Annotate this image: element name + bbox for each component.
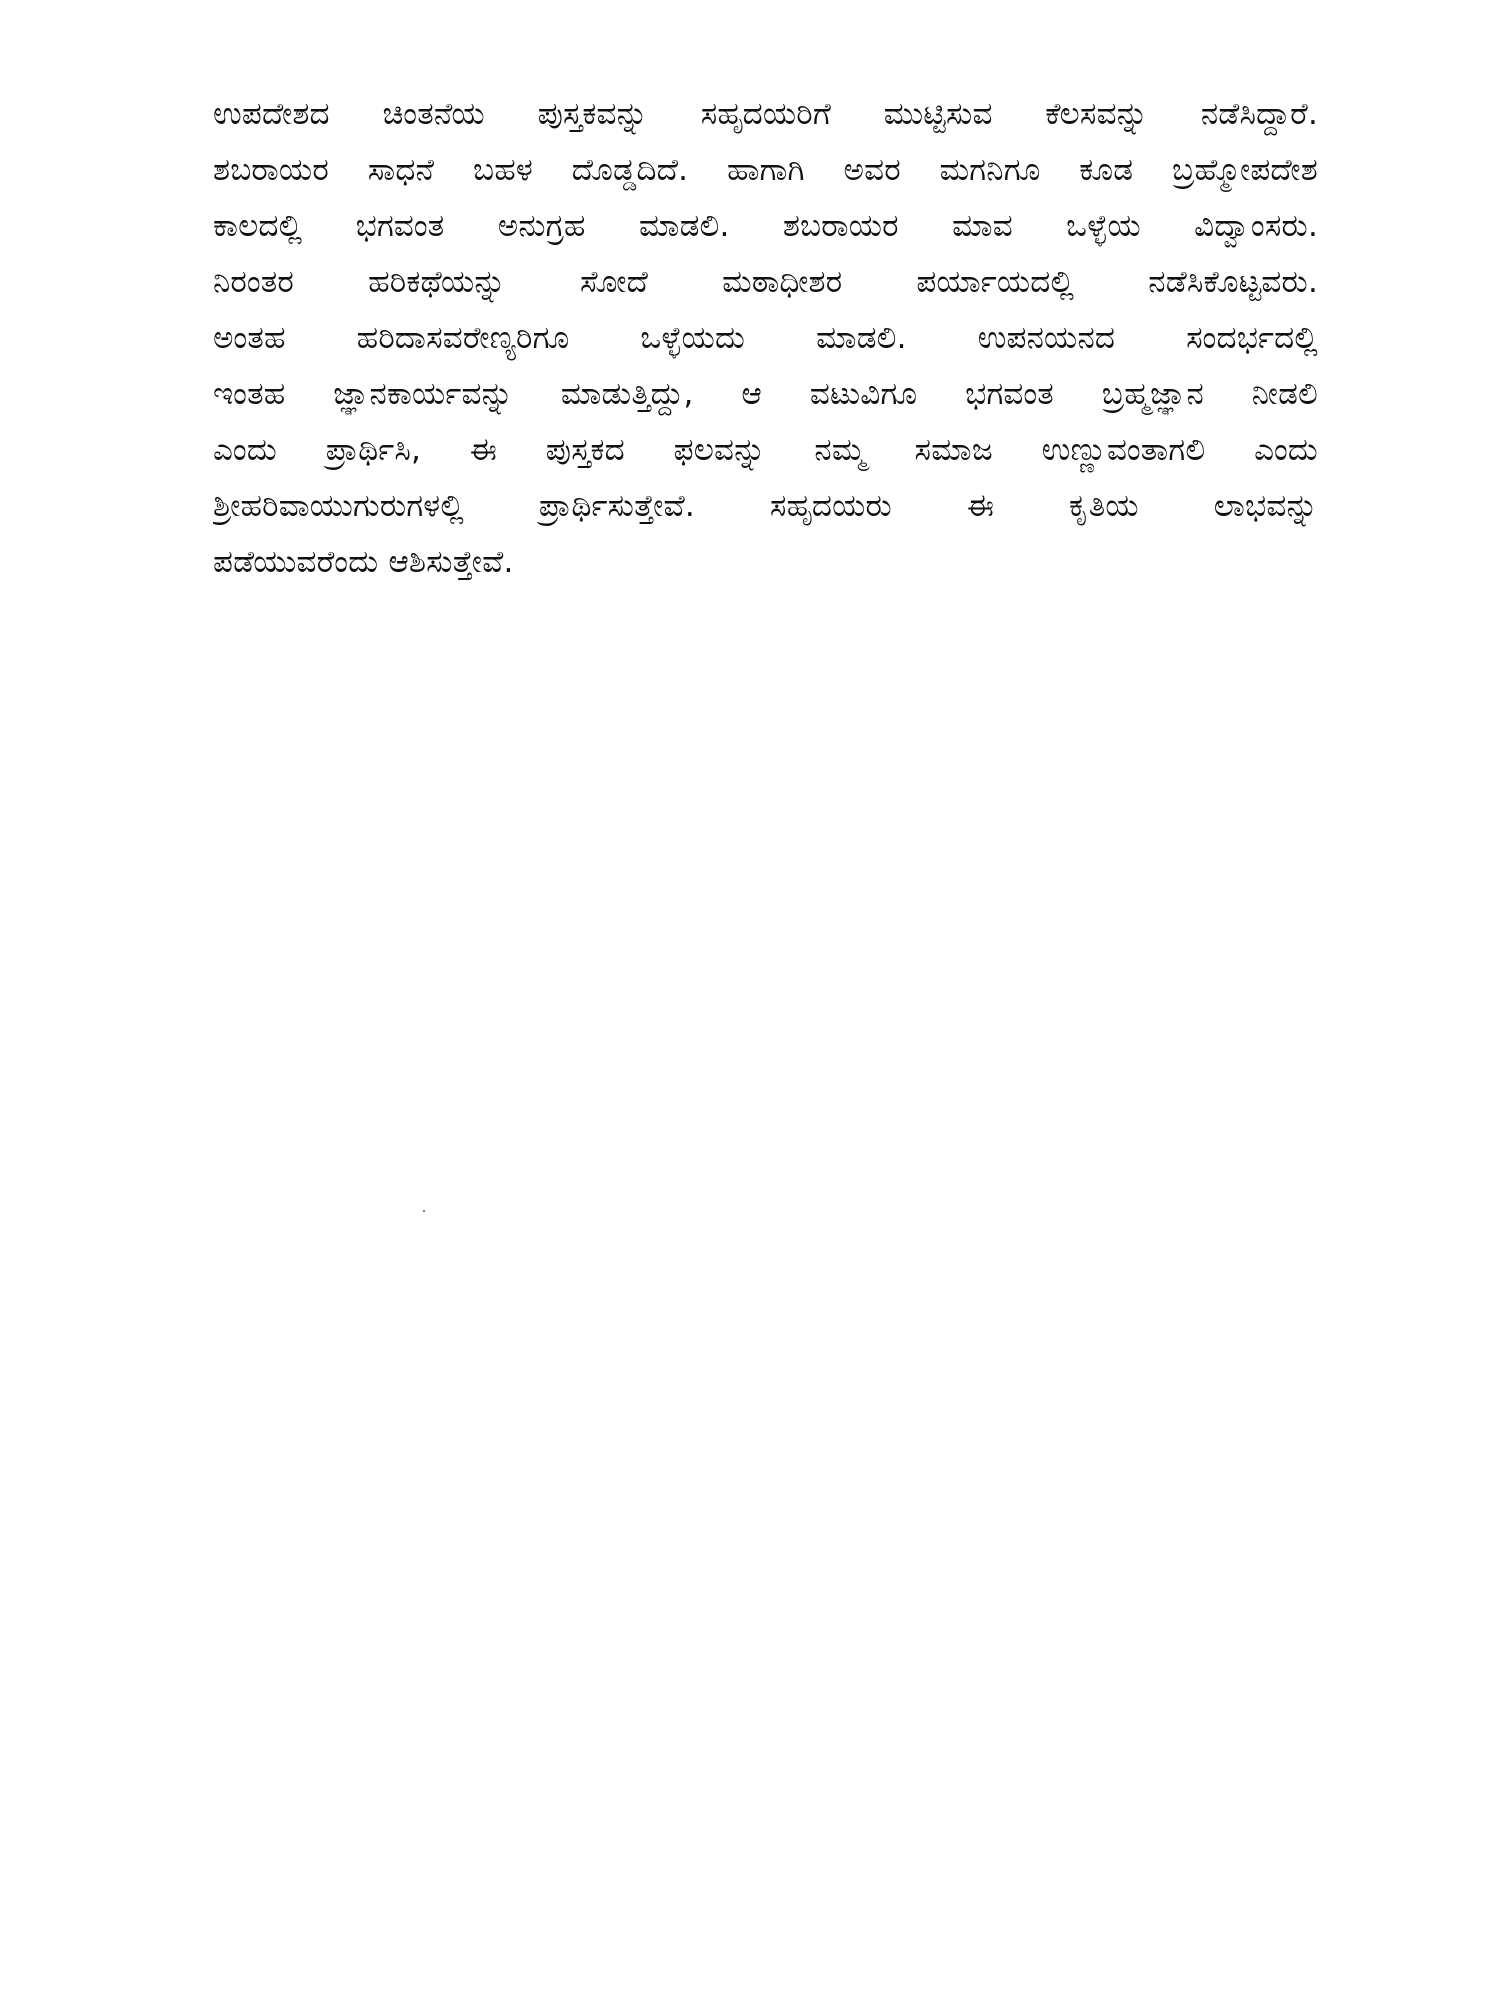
body-paragraph <box>213 86 1318 590</box>
paragraph-line-4: ನಿರಂತರ ಹರಿಕಥೆಯನ್ನು ಸೋದೆ ಮಠಾಧೀಶರ ಪರ್ಯಾಯದಲ್ಲಿ ನಡೆಸಿಕೊಟ್ಟವರು. <box>213 264 1318 300</box>
paragraph-line-6: ಇಂತಹ ಜ್ಞಾನಕಾರ್ಯವನ್ನು ಮಾಡುತ್ತಿದ್ದು, ಆ ವಟುವಿಗೂ ಭಗವಂತ ಬ್ರಹ್ಮಜ್ಞಾನ ನೀಡಲಿ <box>213 376 1318 412</box>
paragraph-line-8: ಶ್ರೀಹರಿವಾಯುಗುರುಗಳಲ್ಲಿ ಪ್ರಾರ್ಥಿಸುತ್ತೇವೆ. ಸಹೃದಯರು ಈ ಕೃತಿಯ ಲಾಭವನ್ನು <box>213 488 1318 524</box>
paragraph-line-5: ಅಂತಹ ಹರಿದಾಸವರೇಣ್ಯರಿಗೂ ಒಳ್ಳೆಯದು ಮಾಡಲಿ. ಉಪನಯನದ ಸಂದರ್ಭದಲ್ಲಿ <box>213 320 1318 356</box>
paragraph-line-1: ಉಪದೇಶದ ಚಿಂತನೆಯ ಪುಸ್ತಕವನ್ನು ಸಹೃದಯರಿಗೆ ಮುಟ್ಟಿಸುವ ಕೆಲಸವನ್ನು ನಡೆಸಿದ್ದಾರೆ. <box>213 96 1318 132</box>
paragraph-line-7: ಎಂದು ಪ್ರಾರ್ಥಿಸಿ, ಈ ಪುಸ್ತಕದ ಫಲವನ್ನು ನಮ್ಮ ಸಮಾಜ ಉಣ್ಣುವಂತಾಗಲಿ ಎಂದು <box>213 432 1318 468</box>
paragraph-line-2: ಶಬರಾಯರ ಸಾಧನೆ ಬಹಳ ದೊಡ್ಡದಿದೆ. ಹಾಗಾಗಿ ಅವರ ಮಗನಿಗೂ ಕೂಡ ಬ್ರಹ್ಮೋಪದೇಶ <box>213 152 1318 188</box>
paragraph-line-9: ಪಡೆಯುವರೆಂದು ಆಶಿಸುತ್ತೇವೆ. <box>213 544 514 580</box>
paragraph-line-3: ಕಾಲದಲ್ಲಿ ಭಗವಂತ ಅನುಗ್ರಹ ಮಾಡಲಿ. ಶಬರಾಯರ ಮಾವ ಒಳ್ಳೆಯ ವಿದ್ವಾಂಸರು. <box>213 208 1318 244</box>
scan-speck <box>423 1210 425 1212</box>
